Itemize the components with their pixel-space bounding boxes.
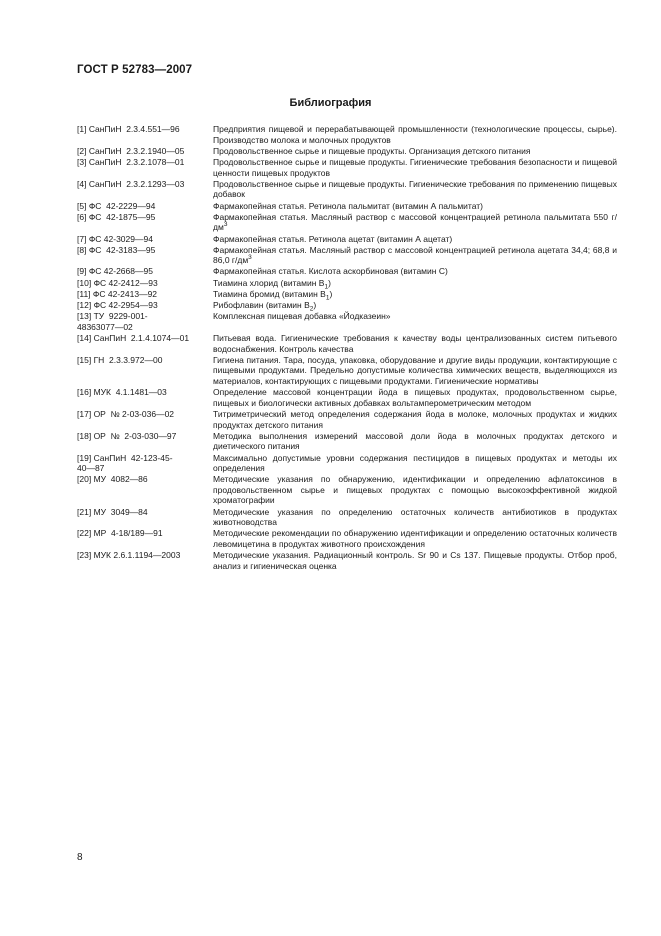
reference-number: [8] [77, 244, 87, 255]
reference-code: ФС 42-1875—95 [88, 211, 156, 222]
reference-item [77, 289, 617, 300]
reference-description: Продовольственное сырье и пищевые продукты. Гигиенические требования по применению пищевых добавок [213, 178, 617, 200]
reference-item [77, 157, 617, 178]
reference-code: ФС 42-2413—92 [92, 288, 158, 299]
reference-item [77, 201, 617, 212]
superscript: 3 [223, 221, 228, 229]
reference-description: Методические указания по обнаружению, идентификации и определению афлатоксинов в продовольственном сырье и пищевых продуктах с помощью высокоэффективной жидкой хроматографии [213, 474, 617, 506]
reference-description: Методические указания. Радиационный контроль. Sr 90 и Cs 137. Пищевые продукты. Отбор проб, анализ и гигиеническая оценка [213, 550, 617, 571]
reference-code: МР 4-18/189—91 [93, 528, 163, 539]
reference-item [77, 266, 617, 277]
reference-item [77, 528, 617, 549]
reference-code: ФС 42-2229—94 [88, 200, 156, 211]
reference-description: Фармакопейная статья. Масляный раствор с массовой концентрацией ретинола ацетата 34,4; 68,8 и 86,0 $г/дм^3$ [213, 244, 617, 266]
reference-number: [18] [77, 430, 92, 441]
subscript: 2 [309, 305, 314, 313]
reference-description: Фармакопейная статья. Кислота аскорбиновая (витамин С) [213, 266, 448, 277]
reference-code: МУ 3049—84 [93, 506, 148, 517]
reference-code: ФС 42-2668—95 [88, 266, 153, 277]
reference-number: [23] [77, 550, 92, 561]
reference-item [77, 409, 617, 430]
reference-code: МУ 4082—86 [93, 474, 148, 485]
reference-description: Тиамина хлорид (витамин $В_1$) [213, 277, 331, 291]
reference-item [77, 245, 617, 266]
reference-number: [11] [77, 288, 91, 299]
reference-code: ГН 2.3.3.972—00 [93, 354, 163, 365]
reference-number: [3] [77, 156, 87, 167]
reference-item [77, 311, 617, 332]
bibliography-list [77, 124, 617, 572]
subscript: 1 [324, 283, 329, 291]
section-title: Библиография [289, 97, 372, 109]
reference-code: ФС 42-3183—95 [88, 244, 156, 255]
reference-number: [1] [77, 124, 87, 134]
reference-number: [10] [77, 277, 92, 288]
reference-code: ТУ 9229-001- 48363077—02 [77, 311, 148, 332]
reference-item [77, 474, 617, 506]
reference-item [77, 431, 617, 452]
reference-number: [7] [77, 233, 87, 244]
reference-description: Комплексная пищевая добавка «Йодказеин» [213, 311, 391, 322]
subscript: 1 [325, 294, 330, 302]
reference-code: ФС 42-2954—93 [93, 300, 158, 311]
reference-number: [12] [77, 300, 92, 311]
reference-number: [21] [77, 506, 92, 517]
reference-description: Методика выполнения измерений массовой доли йода в молочных продуктах детского и диетического питания [213, 430, 617, 452]
reference-number: [14] [77, 333, 92, 343]
reference-code: МУК 2.6.1.1194—2003 [93, 550, 181, 561]
reference-description: Методические указания по определению остаточных количеств антибиотиков в продуктах животноводства [213, 506, 617, 528]
reference-number: [4] [77, 178, 87, 189]
reference-number: [22] [77, 528, 92, 539]
reference-description: Определение массовой концентрации йода в пищевых продуктах, продовольственном сырье, пищевых и биологически активных добавках вольтамперометрическим методом [213, 387, 617, 408]
reference-code: ФС 42-2412—93 [93, 277, 158, 288]
reference-description: Фармакопейная статья. Ретинола ацетат (витамин А ацетат) [213, 233, 453, 244]
reference-description: Гигиена питания. Тара, посуда, упаковка, оборудование и другие виды продукции, контактирующие с пищевыми продуктами. Предельно допустимые количества химических веществ, выделяющихся из материалов, контактирующих с пищевыми продуктами. Гигиенические нормативы [213, 354, 617, 386]
reference-item [77, 507, 617, 528]
reference-item [77, 212, 617, 233]
reference-description: Тиамина бромид (витамин $В_1$) [213, 288, 333, 302]
reference-number: [2] [77, 145, 87, 156]
reference-item [77, 278, 617, 289]
reference-code: СанПиН 2.3.2.1293—03 [88, 178, 185, 189]
reference-item [77, 453, 617, 474]
reference-number: [5] [77, 200, 87, 211]
reference-code: ОР № 2-03-036—02 [93, 408, 175, 419]
page-number: 8 [77, 852, 83, 863]
reference-item [77, 234, 617, 245]
reference-item [77, 146, 617, 157]
reference-item [77, 124, 617, 145]
reference-code: СанПиН 2.3.2.1940—05 [88, 145, 185, 156]
reference-description: Рибофлавин (витамин $В_2$) [213, 300, 317, 313]
reference-description: Фармакопейная статья. Масляный раствор с массовой концентрацией ретинола пальмитата 550 $г/дм^3$ [213, 211, 617, 233]
reference-number: [15] [77, 354, 92, 365]
document-header: ГОСТ Р 52783—2007 [77, 64, 193, 76]
reference-item [77, 179, 617, 200]
reference-description: Продовольственное сырье и пищевые продукты. Гигиенические требования безопасности и пищевой ценности пищевых продуктов [213, 156, 617, 178]
reference-code: МУК 4.1.1481—03 [93, 387, 167, 398]
reference-item [77, 387, 617, 408]
reference-code: ФС 42-3029—94 [88, 233, 153, 244]
reference-number: [17] [77, 408, 92, 419]
reference-item [77, 300, 617, 311]
reference-number: [16] [77, 387, 92, 398]
reference-number: [20] [77, 474, 92, 485]
reference-code: СанПиН 2.3.2.1078—01 [88, 156, 185, 167]
reference-description: Фармакопейная статья. Ретинола пальмитат (витамин А пальмитат) [213, 200, 483, 211]
reference-description: Предприятия пищевой и перерабатывающей промышленности (технологические процессы, сырье). Производство молока и молочных продуктов [213, 124, 617, 145]
reference-number: [9] [77, 266, 87, 277]
reference-item [77, 355, 617, 387]
reference-number: [19] [77, 452, 92, 463]
reference-code: СанПиН 42-123-45- 40—87 [77, 452, 173, 474]
reference-item [77, 550, 617, 571]
superscript: 3 [248, 254, 252, 262]
reference-code: СанПиН 2.1.4.1074—01 [93, 333, 190, 343]
reference-description: Методические рекомендации по обнаружению идентификации и определению остаточных количеств левомицетина в продуктах животного происхождения [213, 528, 617, 550]
reference-description: Питьевая вода. Гигиенические требования к качеству воды централизованных систем питьевого водоснабжения. Контроль качества [213, 333, 617, 354]
reference-description: Максимально допустимые уровни содержания пестицидов в пищевых продуктах и методы их определения [213, 452, 617, 474]
reference-item [77, 333, 617, 354]
reference-code: СанПиН 2.3.4.551—96 [88, 124, 180, 134]
reference-code: ОР № 2-03-030—97 [93, 430, 177, 441]
reference-description: Продовольственное сырье и пищевые продукты. Организация детского питания [213, 145, 531, 156]
reference-number: [6] [77, 211, 87, 222]
reference-description: Титриметрический метод определения содержания йода в молоке, молочных продуктах и жидких продуктах детского питания [213, 408, 617, 430]
reference-number: [13] [77, 311, 92, 322]
